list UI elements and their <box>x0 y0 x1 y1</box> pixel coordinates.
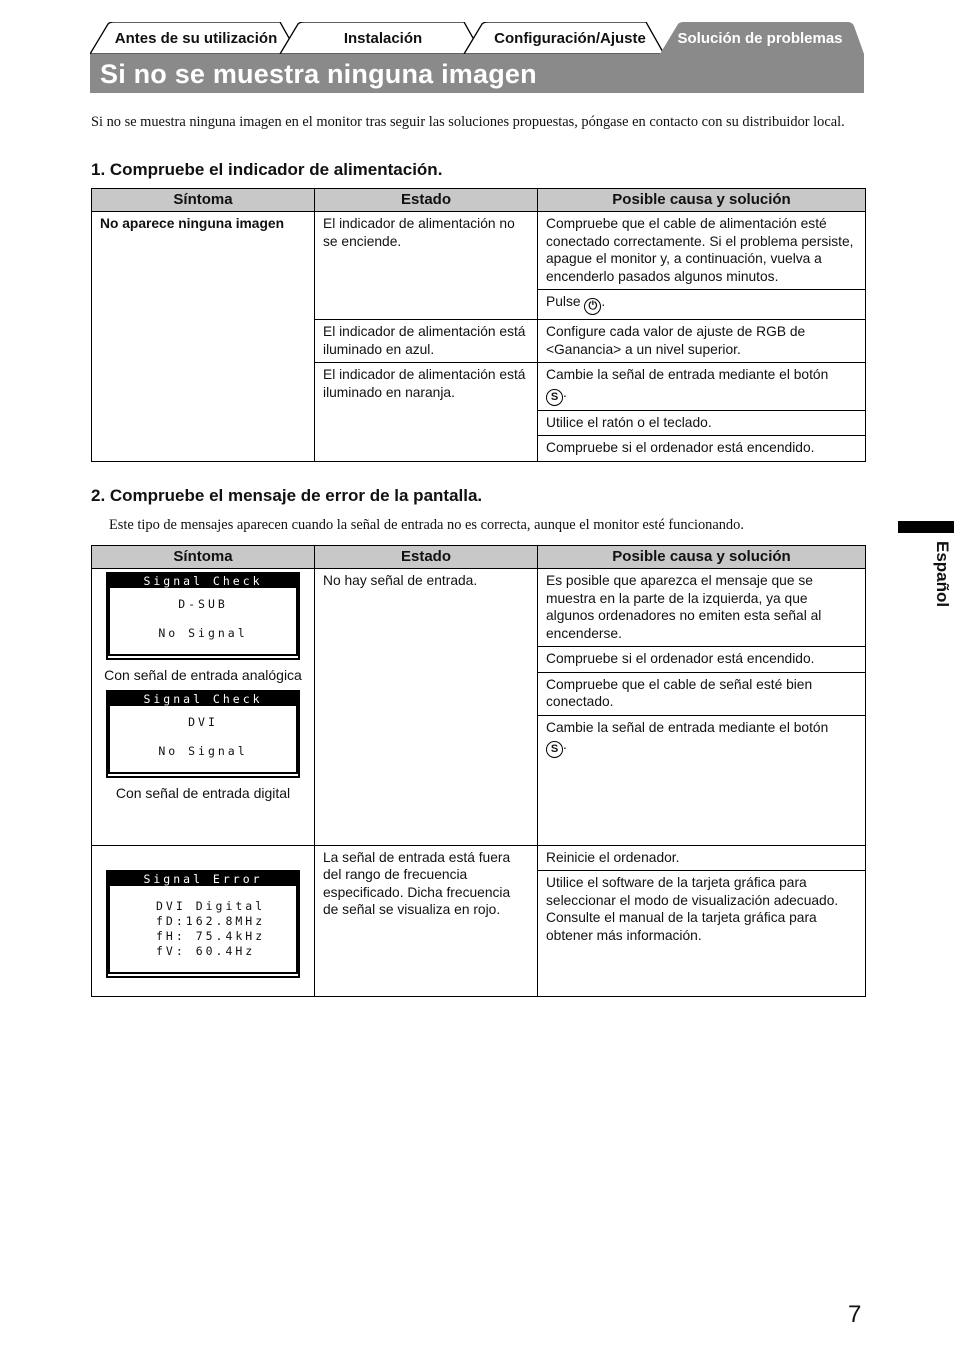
solution-cell: Reinicie el ordenador. <box>538 845 866 871</box>
osd-line: fH: 75.4kHz <box>156 928 266 943</box>
power-indicator-table <box>91 188 866 462</box>
section1-title: 1. Compruebe el indicador de alimentación. <box>91 160 443 179</box>
page-title: Si no se muestra ninguna imagen <box>100 59 537 89</box>
language-label: Español <box>933 541 952 608</box>
symptom-cell <box>92 845 315 997</box>
power-icon: ⏻ <box>584 298 601 315</box>
symptom-cell: No aparece ninguna imagen <box>92 212 315 462</box>
col-header-estado: Estado <box>315 546 538 569</box>
solution-cell: Configure cada valor de ajuste de RGB de <Ganancia> a un nivel superior. <box>538 320 866 363</box>
tab-antes[interactable]: Antes de su utilización <box>114 30 278 47</box>
chapter-tabs <box>90 22 864 54</box>
solution-cell: Compruebe si el ordenador está encendido. <box>538 436 866 462</box>
solution-text: . <box>601 294 606 309</box>
select-button-icon: S <box>546 741 563 758</box>
osd-line: fV: 60.4Hz <box>156 943 256 958</box>
col-header-solucion: Posible causa y solución <box>538 189 866 212</box>
page-number: 7 <box>848 1301 862 1328</box>
col-header-sintoma: Síntoma <box>92 189 315 212</box>
osd-signal-check-analog <box>106 572 300 660</box>
osd-line: D-SUB <box>178 597 228 611</box>
osd-body <box>108 706 298 774</box>
col-header-estado: Estado <box>315 189 538 212</box>
state-cell: El indicador de alimentación está iluminado en naranja. <box>315 363 538 462</box>
solution-cell <box>538 715 866 845</box>
solution-cell <box>538 363 866 411</box>
solution-text: Cambie la señal de entrada mediante el botón <box>546 367 829 382</box>
language-tab-marker <box>898 521 954 533</box>
osd-line: No Signal <box>158 626 248 640</box>
solution-text: . <box>563 384 567 400</box>
solution-cell: Utilice el software de la tarjeta gráfica para seleccionar el modo de visualización adecuado. Consulte el manual de la tarjeta gráfica para obtener más información. <box>538 871 866 997</box>
osd-line: No Signal <box>158 743 248 758</box>
osd-line: DVI <box>188 714 218 729</box>
solution-cell: Es posible que aparezca el mensaje que se muestra en la parte de la izquierda, ya que algunos ordenadores no emiten esta señal al encenderse. <box>538 569 866 647</box>
osd-body <box>108 588 298 656</box>
osd-header: Signal Check <box>108 692 298 706</box>
solution-cell: Utilice el ratón o el teclado. <box>538 410 866 436</box>
tab-solucion[interactable]: Solución de problemas <box>677 30 843 47</box>
error-message-table <box>91 545 866 997</box>
osd-signal-error <box>106 870 300 978</box>
title-bar <box>90 54 864 93</box>
osd-body <box>108 886 298 974</box>
symptom-cell <box>92 569 315 846</box>
select-button-icon: S <box>546 389 563 406</box>
screen-caption: Con señal de entrada analógica <box>104 667 302 683</box>
solution-cell: Compruebe si el ordenador está encendido. <box>538 647 866 673</box>
state-cell: El indicador de alimentación está iluminado en azul. <box>315 320 538 363</box>
state-cell: El indicador de alimentación no se enciende. <box>315 212 538 320</box>
osd-header: Signal Error <box>108 872 298 886</box>
solution-cell: Compruebe que el cable de señal esté bien conectado. <box>538 672 866 715</box>
osd-header: Signal Check <box>108 574 298 588</box>
section2-note: Este tipo de mensajes aparecen cuando la señal de entrada no es correcta, aunque el monitor esté funcionando. <box>109 517 744 533</box>
tab-configuracion[interactable]: Configuración/Ajuste <box>494 30 646 47</box>
section2-title: 2. Compruebe el mensaje de error de la pantalla. <box>91 486 483 505</box>
osd-signal-check-digital <box>106 690 300 778</box>
tab-instalacion[interactable]: Instalación <box>343 30 423 47</box>
osd-line: fD:162.8MHz <box>156 913 266 928</box>
intro-text: Si no se muestra ninguna imagen en el monitor tras seguir las soluciones propuestas, póngase en contacto con su distribuidor local. <box>91 114 845 130</box>
col-header-sintoma: Síntoma <box>92 546 315 569</box>
solution-text: Pulse <box>546 294 581 309</box>
state-cell: No hay señal de entrada. <box>315 569 538 846</box>
osd-line: DVI Digital <box>156 898 266 913</box>
solution-cell <box>538 290 866 320</box>
solution-text: Cambie la señal de entrada mediante el botón <box>546 719 829 735</box>
solution-cell: Compruebe que el cable de alimentación esté conectado correctamente. Si el problema persiste, apague el monitor y, a continuación, vuelva a encenderlo pasados algunos minutos. <box>538 212 866 290</box>
state-cell: La señal de entrada está fuera del rango de frecuencia especificado. Dicha frecuencia de señal se visualiza en rojo. <box>315 845 538 997</box>
screen-caption: Con señal de entrada digital <box>115 784 291 801</box>
solution-text: . <box>563 737 567 752</box>
col-header-solucion: Posible causa y solución <box>538 546 866 569</box>
